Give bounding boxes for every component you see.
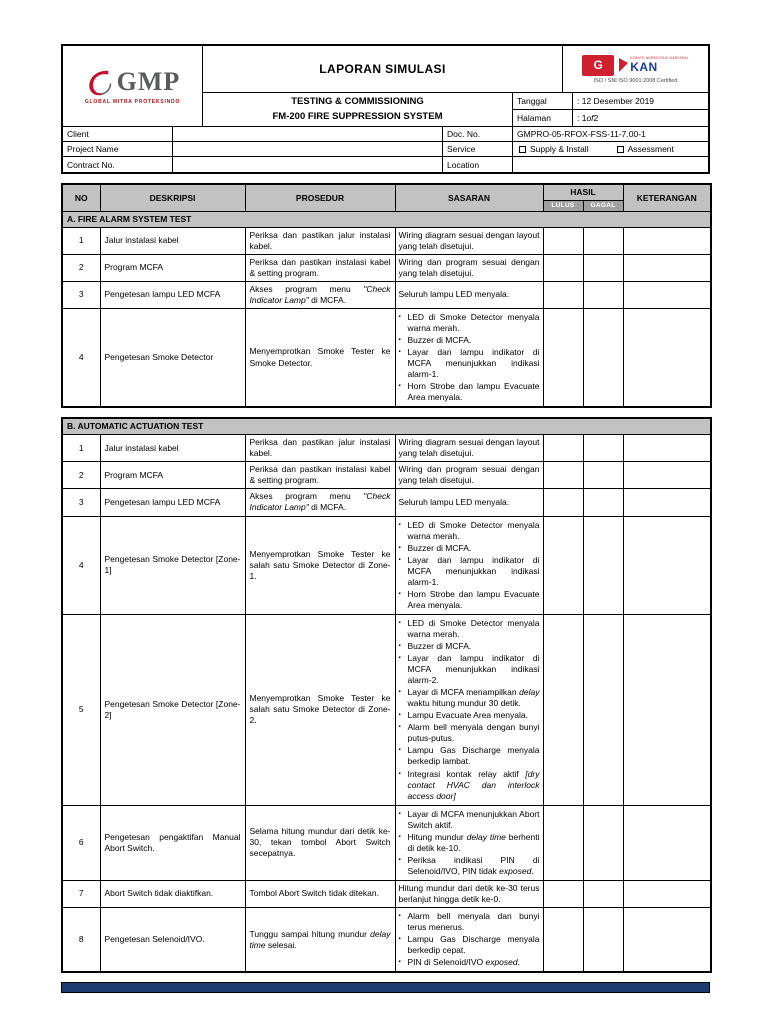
col-header-hasil: HASIL (543, 184, 623, 200)
bullet-item (399, 911, 540, 933)
bullet-text: LED di Smoke Detector menyala warna merah. (407, 617, 540, 639)
row-no: 4 (62, 516, 100, 614)
row-no: 2 (62, 462, 100, 489)
row-prosedur: Menyemprotkan Smoke Tester ke salah satu Smoke Detector di Zone-1. (245, 516, 395, 614)
result-lulus-cell (543, 462, 583, 489)
bullet-marker-icon: ▪ (398, 590, 401, 597)
result-lulus-cell (543, 805, 583, 880)
section-header-row (62, 418, 711, 435)
bullet-item (399, 381, 540, 403)
row-sasaran (395, 908, 543, 973)
bullet-item (399, 855, 540, 877)
bullet-marker-icon: ▪ (398, 833, 401, 840)
subtitle-line1: TESTING & COMMISSIONING (291, 95, 424, 107)
row-no: 3 (62, 281, 100, 308)
table-row (62, 227, 711, 254)
bullet-marker-icon: ▪ (398, 724, 401, 731)
row-sasaran (395, 308, 543, 407)
supply-install-label: Supply & Install (530, 144, 589, 154)
bullet-text: Buzzer di MCFA. (407, 334, 472, 345)
bullet-text: Periksa indikasi PIN di Selenoid/IVO, PIN tidak exposed. (407, 854, 540, 876)
bullet-text: Buzzer di MCFA. (407, 641, 472, 651)
bullet-text: Alarm bell menyala dengan bunyi putus-putus. (407, 722, 540, 744)
bullet-text: Horn Strobe dan lampu Evacuate Area menyala. (407, 588, 540, 610)
result-lulus-cell (543, 614, 583, 805)
bullet-marker-icon: ▪ (398, 544, 401, 551)
row-no: 2 (62, 254, 100, 281)
result-lulus-cell (543, 516, 583, 614)
keterangan-cell (623, 908, 711, 973)
assessment-option[interactable] (617, 144, 674, 154)
certification-badges (563, 46, 708, 93)
result-gagal-cell (583, 254, 623, 281)
bullet-marker-icon: ▪ (398, 313, 401, 320)
doc-no-label: Doc. No. (443, 127, 513, 142)
bullet-item (399, 957, 540, 968)
keterangan-cell (623, 516, 711, 614)
result-gagal-cell (583, 308, 623, 407)
col-header-sasaran: SASARAN (395, 184, 543, 211)
result-lulus-cell (543, 880, 583, 907)
row-prosedur: Selama hitung mundur dari detik ke-30, tekan tombol Abort Switch secepatnya. (245, 805, 395, 880)
bullet-marker-icon: ▪ (398, 383, 401, 390)
doc-no-value: GMPRO-05-RFOX-FSS-11-7.00-1 (513, 127, 708, 142)
row-deskripsi: Abort Switch tidak diaktifkan. (100, 880, 245, 907)
cutoff-next-section-bar (61, 982, 710, 993)
table-row (62, 516, 711, 614)
halaman-value: : 1 of 2 (573, 110, 708, 127)
report-title-text: LAPORAN SIMULASI (319, 62, 446, 76)
row-sasaran: Wiring dan program sesuai dengan yang telah disetujui. (395, 462, 543, 489)
bullet-text: Layar dan lampu indikator di MCFA menunjukkan indikasi alarm-1. (407, 554, 540, 587)
row-no: 1 (62, 435, 100, 462)
bullet-item (399, 745, 540, 767)
keterangan-cell (623, 435, 711, 462)
row-no: 8 (62, 908, 100, 973)
table-row (62, 805, 711, 880)
bullet-text: LED di Smoke Detector menyala warna merah. (407, 311, 540, 333)
bullet-item (399, 589, 540, 611)
result-gagal-cell (583, 435, 623, 462)
section-title: A. FIRE ALARM SYSTEM TEST (62, 211, 711, 227)
service-options (513, 142, 708, 157)
bullet-item (399, 543, 540, 554)
location-label: Location (443, 157, 513, 172)
result-gagal-cell (583, 227, 623, 254)
bullet-item (399, 641, 540, 652)
result-lulus-cell (543, 908, 583, 973)
col-header-lulus: LULUS (543, 200, 583, 211)
row-deskripsi: Pengetesan Smoke Detector (100, 308, 245, 407)
row-no: 1 (62, 227, 100, 254)
bullet-marker-icon: ▪ (398, 521, 401, 528)
row-deskripsi: Pengetesan pengaktifan Manual Abort Switch. (100, 805, 245, 880)
bullet-marker-icon: ▪ (398, 336, 401, 343)
bullet-text: Lampu Evacuate Area menyala. (407, 710, 528, 721)
kan-arrow-icon (619, 58, 628, 72)
row-no: 6 (62, 805, 100, 880)
row-deskripsi: Pengetesan lampu LED MCFA (100, 489, 245, 516)
bullet-item (399, 934, 540, 956)
report-title (203, 46, 563, 93)
row-prosedur: Periksa dan pastikan jalur instalasi kabel. (245, 435, 395, 462)
result-lulus-cell (543, 489, 583, 516)
bullet-item (399, 769, 540, 802)
table-row (62, 880, 711, 907)
keterangan-cell (623, 805, 711, 880)
col-header-deskripsi: DESKRIPSI (100, 184, 245, 211)
column-header-row (62, 184, 711, 200)
bullet-text: Layar di MCFA menunjukkan Abort Switch aktif. (407, 808, 540, 830)
bullet-item (399, 335, 540, 346)
bullet-marker-icon: ▪ (398, 856, 401, 863)
bullet-text: Alarm bell menyala dan bunyi terus menerus. (407, 911, 540, 933)
bullet-marker-icon: ▪ (398, 913, 401, 920)
bullet-item (399, 618, 540, 640)
supply-install-option[interactable] (519, 144, 589, 154)
table-row (62, 435, 711, 462)
contract-no-label: Contract No. (63, 157, 173, 172)
bullet-text: Layar di MCFA menampilkan delay waktu hitung mundur 30 detik. (407, 687, 540, 709)
bullet-text: Integrasi kontak relay aktif [dry contact HVAC dan interlock access door] (407, 768, 540, 801)
table-row (62, 308, 711, 407)
bullet-marker-icon: ▪ (398, 689, 401, 696)
cert-caption: ISO / SNI ISO 9001:2008 Certified (593, 77, 678, 84)
result-lulus-cell (543, 281, 583, 308)
row-sasaran (395, 805, 543, 880)
bullet-text: Hitung mundur delay time berhenti di detik ke-10. (407, 831, 540, 853)
keterangan-cell (623, 880, 711, 907)
bullet-item (399, 312, 540, 334)
row-sasaran: Wiring diagram sesuai dengan layout yang telah disetujui. (395, 435, 543, 462)
table-row (62, 614, 711, 805)
tanggal-label: Tanggal (513, 93, 573, 110)
bullet-item (399, 809, 540, 831)
bullet-marker-icon: ▪ (398, 556, 401, 563)
bullet-text: Layar dan lampu indikator di MCFA menunjukkan indikasi alarm-2. (407, 653, 540, 686)
bullet-marker-icon: ▪ (398, 619, 401, 626)
kan-caption: KOMITE AKREDITASI NASIONAL (630, 56, 689, 61)
table-row (62, 489, 711, 516)
col-header-gagal: GAGAL (583, 200, 623, 211)
service-label: Service (443, 142, 513, 157)
table-row (62, 462, 711, 489)
row-prosedur: Periksa dan pastikan instalasi kabel & setting program. (245, 254, 395, 281)
row-sasaran (395, 516, 543, 614)
bullet-text: LED di Smoke Detector menyala warna merah. (407, 519, 540, 541)
bullet-text: Buzzer di MCFA. (407, 542, 472, 553)
row-prosedur: Menyemprotkan Smoke Tester ke Smoke Detector. (245, 308, 395, 407)
kan-logo (619, 57, 689, 73)
result-gagal-cell (583, 489, 623, 516)
result-gagal-cell (583, 908, 623, 973)
section-title: B. AUTOMATIC ACTUATION TEST (62, 418, 711, 435)
row-sasaran: Wiring dan program sesuai dengan yang telah disetujui. (395, 254, 543, 281)
keterangan-cell (623, 614, 711, 805)
row-no: 3 (62, 489, 100, 516)
bullet-item (399, 347, 540, 380)
section-gap (61, 408, 710, 417)
keterangan-cell (623, 308, 711, 407)
gmp-logo (63, 46, 203, 127)
row-sasaran (395, 614, 543, 805)
brand-caption: GLOBAL MITRA PROTEKSINDO (84, 99, 181, 105)
location-value-field (513, 157, 708, 172)
col-header-keterangan: KETERANGAN (623, 184, 711, 211)
row-no: 4 (62, 308, 100, 407)
table-row (62, 281, 711, 308)
client-value-field (173, 127, 443, 142)
bullet-marker-icon: ▪ (398, 959, 401, 966)
bullet-item (399, 722, 540, 744)
project-name-value-field (173, 142, 443, 157)
assessment-checkbox[interactable] (617, 146, 624, 153)
test-table-section-1 (61, 183, 712, 408)
bullet-text: Lampu Gas Discharge menyala berkedip cepat. (407, 934, 540, 956)
document-page (61, 44, 710, 993)
row-deskripsi: Pengetesan Selenoid/IVO. (100, 908, 245, 973)
bullet-text: PIN di Selenoid/IVO exposed. (407, 957, 520, 968)
bullet-marker-icon: ▪ (398, 810, 401, 817)
row-deskripsi: Jalur instalasi kabel (100, 435, 245, 462)
result-lulus-cell (543, 227, 583, 254)
row-prosedur: Akses program menu "Check Indicator Lamp" di MCFA. (245, 489, 395, 516)
subtitle-line2: FM-200 FIRE SUPPRESSION SYSTEM (272, 110, 443, 122)
result-gagal-cell (583, 462, 623, 489)
result-lulus-cell (543, 435, 583, 462)
supply-install-checkbox[interactable] (519, 146, 526, 153)
project-name-label: Project Name (63, 142, 173, 157)
halaman-label: Halaman (513, 110, 573, 127)
bullet-marker-icon: ▪ (398, 348, 401, 355)
iso-g-logo: G (582, 55, 614, 76)
bullet-item (399, 687, 540, 709)
result-gagal-cell (583, 805, 623, 880)
keterangan-cell (623, 462, 711, 489)
row-prosedur: Periksa dan pastikan instalasi kabel & setting program. (245, 462, 395, 489)
report-subtitle (203, 93, 513, 127)
row-prosedur: Tunggu sampai hitung mundur delay time selesai. (245, 908, 395, 973)
col-header-no: NO (62, 184, 100, 211)
row-no: 5 (62, 614, 100, 805)
tanggal-value: : 12 Desember 2019 (573, 93, 708, 110)
bullet-marker-icon: ▪ (398, 655, 401, 662)
result-lulus-cell (543, 254, 583, 281)
row-prosedur: Menyemprotkan Smoke Tester ke salah satu Smoke Detector di Zone-2. (245, 614, 395, 805)
brand-text: GMP (116, 67, 181, 96)
keterangan-cell (623, 281, 711, 308)
row-deskripsi: Pengetesan Smoke Detector [Zone-2] (100, 614, 245, 805)
bullet-item (399, 555, 540, 588)
row-deskripsi: Pengetesan lampu LED MCFA (100, 281, 245, 308)
kan-text: KAN (630, 59, 658, 74)
bullet-marker-icon: ▪ (398, 643, 401, 649)
contract-no-value-field (173, 157, 443, 172)
result-gagal-cell (583, 880, 623, 907)
row-deskripsi: Pengetesan Smoke Detector [Zone-1] (100, 516, 245, 614)
row-prosedur: Tombol Abort Switch tidak ditekan. (245, 880, 395, 907)
bullet-text: Lampu Gas Discharge menyala berkedip lambat. (407, 745, 540, 767)
bullet-marker-icon: ▪ (398, 936, 401, 943)
result-gagal-cell (583, 614, 623, 805)
result-gagal-cell (583, 516, 623, 614)
result-gagal-cell (583, 281, 623, 308)
test-sections (61, 183, 710, 973)
bullet-text: Layar dan lampu indikator di MCFA menunjukkan indikasi alarm-1. (407, 346, 540, 380)
row-deskripsi: Program MCFA (100, 462, 245, 489)
bullet-marker-icon: ▪ (398, 747, 401, 754)
assessment-label: Assessment (627, 144, 674, 154)
gmp-flame-icon (85, 67, 115, 97)
test-table-section-2 (61, 417, 712, 973)
row-deskripsi: Jalur instalasi kabel (100, 227, 245, 254)
table-row (62, 908, 711, 973)
table-row (62, 254, 711, 281)
client-label: Client (63, 127, 173, 142)
bullet-item (399, 710, 540, 721)
bullet-marker-icon: ▪ (398, 770, 401, 777)
row-sasaran: Seluruh lampu LED menyala. (395, 281, 543, 308)
result-lulus-cell (543, 308, 583, 407)
keterangan-cell (623, 254, 711, 281)
keterangan-cell (623, 489, 711, 516)
row-no: 7 (62, 880, 100, 907)
row-sasaran: Wiring diagram sesuai dengan layout yang telah disetujui. (395, 227, 543, 254)
row-prosedur: Akses program menu "Check Indicator Lamp" di MCFA. (245, 281, 395, 308)
keterangan-cell (623, 227, 711, 254)
document-header (61, 44, 710, 174)
bullet-item (399, 520, 540, 542)
row-sasaran: Hitung mundur dari detik ke-30 terus berlanjut hingga detik ke-0. (395, 880, 543, 907)
bullet-marker-icon: ▪ (398, 712, 401, 719)
bullet-text: Horn Strobe dan lampu Evacuate Area menyala. (407, 381, 540, 403)
row-deskripsi: Program MCFA (100, 254, 245, 281)
row-prosedur: Periksa dan pastikan jalur instalasi kabel. (245, 227, 395, 254)
section-header-row (62, 211, 711, 227)
bullet-item (399, 653, 540, 686)
bullet-item (399, 832, 540, 854)
row-sasaran: Seluruh lampu LED menyala. (395, 489, 543, 516)
col-header-prosedur: PROSEDUR (245, 184, 395, 211)
